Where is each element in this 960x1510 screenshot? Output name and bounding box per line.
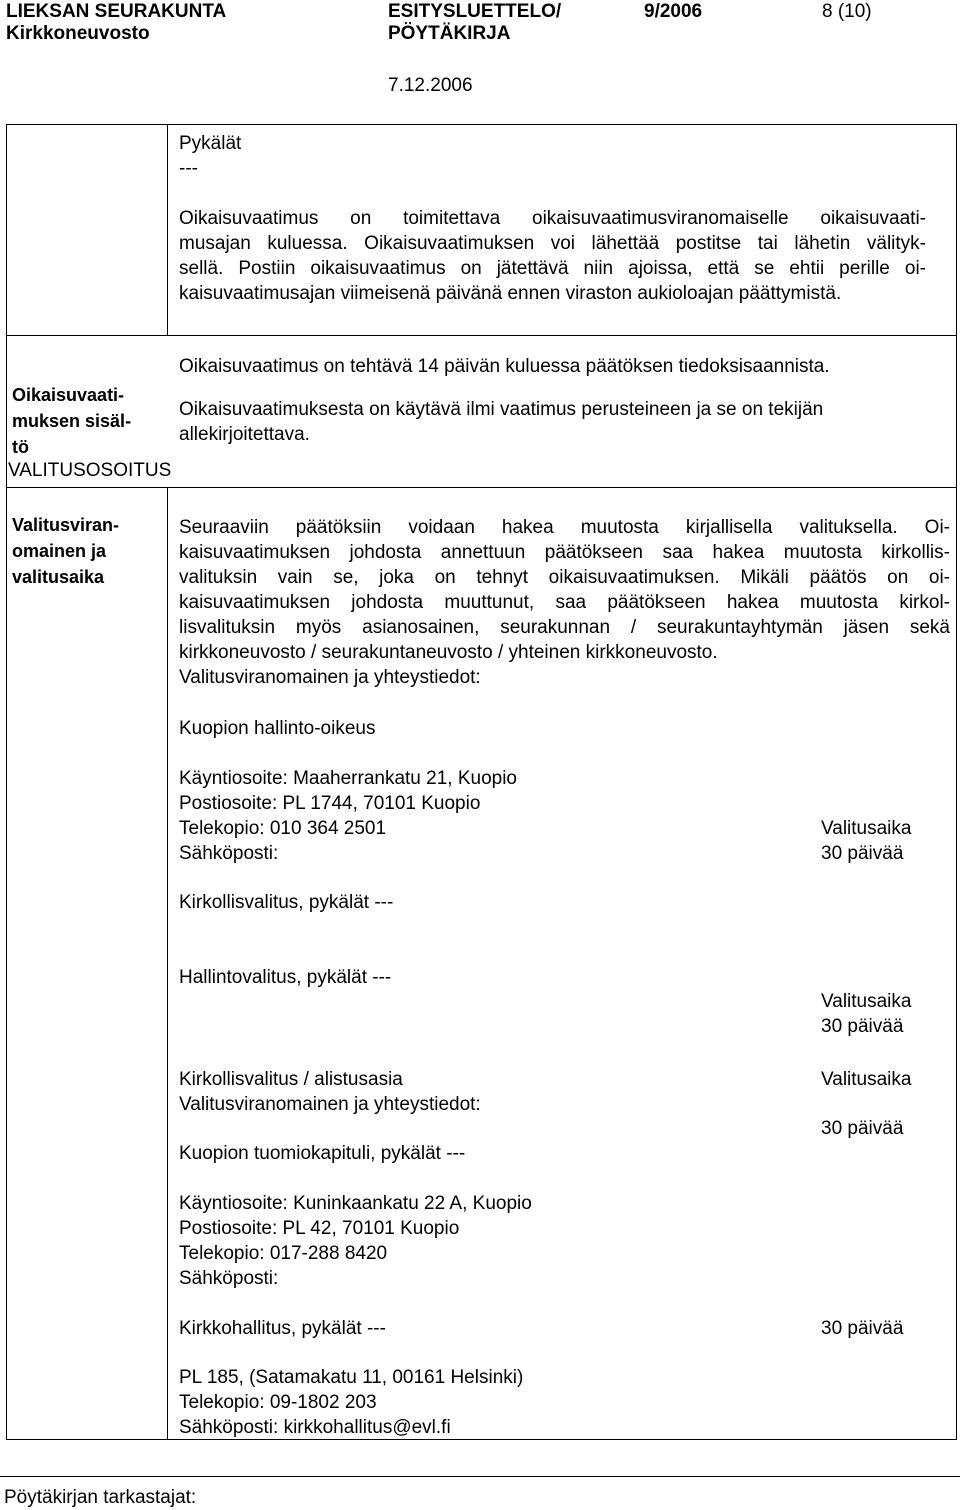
instructions-line-3: sellä. Postiin oikaisuvaatimus on jätettävä niin ajoissa, että se ehtii perille oi- (179, 258, 926, 279)
court-fax: Telekopio: 010 364 2501 (179, 818, 387, 839)
kirkkohallitus-time-value: 30 päivää (821, 1318, 904, 1339)
chapter-email: Sähköposti: (179, 1268, 279, 1289)
content-label-line-3: tö (12, 437, 29, 457)
frame-right (956, 124, 957, 1440)
court-time-label: Valitusaika (821, 818, 912, 839)
appeal-label-line-2: omainen ja (12, 541, 107, 561)
appeal-intro-line-2: kaisuvaatimuksen johdosta annettuun päätökseen saa hakea muutosta kirkollis- (179, 542, 950, 563)
appeal-intro-line-1: Seuraaviin päätöksiin voidaan hakea muutosta kirjallisella valituksella. Oi- (179, 517, 950, 538)
pykalat-label: Pykälät (179, 133, 242, 154)
alistus-time-label: Valitusaika (821, 1069, 912, 1090)
column-divider-bottom (167, 487, 168, 1439)
page-number: 8 (10) (822, 1, 872, 22)
court-postal-address: Postiosoite: PL 1744, 70101 Kuopio (179, 793, 481, 814)
appeal-intro-line-4: kaisuvaatimuksen johdosta muuttunut, saa päätökseen hakea muutosta kirkol- (179, 592, 950, 613)
meeting-number: 9/2006 (644, 1, 703, 22)
chapter-visit-address: Käyntiosoite: Kuninkaankatu 22 A, Kuopio (179, 1193, 532, 1214)
authority-heading: Valitusviranomainen ja yhteystiedot: (179, 667, 481, 688)
alistus-time-value: 30 päivää (821, 1118, 904, 1139)
chapter-name: Kuopion tuomiokapituli, pykälät --- (179, 1143, 466, 1164)
kirkkohallitus-line: Kirkkohallitus, pykälät --- (179, 1318, 386, 1339)
pykalat-value: --- (179, 158, 198, 179)
meeting-date: 7.12.2006 (388, 75, 473, 96)
court-visit-address: Käyntiosoite: Maaherrankatu 21, Kuopio (179, 768, 517, 789)
content-text-line-1: Oikaisuvaatimuksesta on käytävä ilmi vaatimus perusteineen ja se on tekijän (179, 399, 824, 420)
frame-left (6, 124, 7, 1440)
valitusosoitus-divider (6, 487, 957, 488)
court-email: Sähköposti: (179, 843, 279, 864)
kirkollisvalitus-line: Kirkollisvalitus, pykälät --- (179, 892, 394, 913)
kirkkohallitus-fax: Telekopio: 09-1802 203 (179, 1392, 377, 1413)
kirkkohallitus-address: PL 185, (Satamakatu 11, 00161 Helsinki) (179, 1367, 524, 1388)
appeal-label-line-1: Valitusviran- (12, 515, 120, 535)
court-name: Kuopion hallinto-oikeus (179, 718, 376, 739)
alistusasia-line: Kirkollisvalitus / alistusasia (179, 1069, 403, 1090)
appeal-label-line-3: valitusaika (12, 567, 105, 587)
valitusosoitus-title: VALITUSOSOITUS (8, 460, 172, 481)
content-text-line-2: allekirjoitettava. (179, 424, 310, 445)
column-divider-top (167, 124, 168, 335)
alistus-authority-heading: Valitusviranomainen ja yhteystiedot: (179, 1094, 481, 1115)
court-time-value: 30 päivää (821, 843, 904, 864)
frame-top (6, 124, 957, 125)
org-name: LIEKSAN SEURAKUNTA (6, 1, 227, 22)
instructions-line-4: kaisuvaatimusajan viimeisenä päivänä ennen viraston aukioloajan päättymistä. (179, 283, 842, 304)
content-label-line-1: Oikaisuvaati- (12, 385, 125, 405)
deadline-text: Oikaisuvaatimus on tehtävä 14 päivän kuluessa päätöksen tiedoksisaannista. (179, 356, 830, 377)
hallinto-time-label: Valitusaika (821, 991, 912, 1012)
chapter-fax: Telekopio: 017-288 8420 (179, 1243, 388, 1264)
doc-type-2: PÖYTÄKIRJA (388, 23, 511, 44)
hallinto-time-value: 30 päivää (821, 1016, 904, 1037)
content-label-line-2: muksen sisäl- (12, 411, 132, 431)
instructions-line-2: musajan kuluessa. Oikaisuvaatimuksen voi lähettää postitse tai lähetin välityk- (179, 233, 926, 254)
doc-type: ESITYSLUETTELO/ (388, 1, 562, 22)
kirkkohallitus-email: Sähköposti: kirkkohallitus@evl.fi (179, 1417, 451, 1438)
section-divider (6, 335, 957, 336)
instructions-line-1: Oikaisuvaatimus on toimitettava oikaisuvaatimusviranomaiselle oikaisuvaati- (179, 208, 926, 229)
appeal-intro-line-5: lisvalituksin myös asianosainen, seurakunnan / seurakuntayhtymän jäsen sekä (179, 617, 950, 638)
footer-rule (0, 1476, 960, 1477)
chapter-postal-address: Postiosoite: PL 42, 70101 Kuopio (179, 1218, 460, 1239)
appeal-intro-line-3: valituksin vain se, joka on tehnyt oikaisuvaatimuksen. Mikäli päätös on oi- (179, 567, 950, 588)
org-body: Kirkkoneuvosto (6, 23, 150, 44)
frame-bottom (6, 1439, 957, 1440)
appeal-intro-line-6: kirkkoneuvosto / seurakuntaneuvosto / yhteinen kirkkoneuvosto. (179, 642, 718, 663)
inspectors-label: Pöytäkirjan tarkastajat: (4, 1487, 197, 1508)
hallintovalitus-line: Hallintovalitus, pykälät --- (179, 967, 392, 988)
